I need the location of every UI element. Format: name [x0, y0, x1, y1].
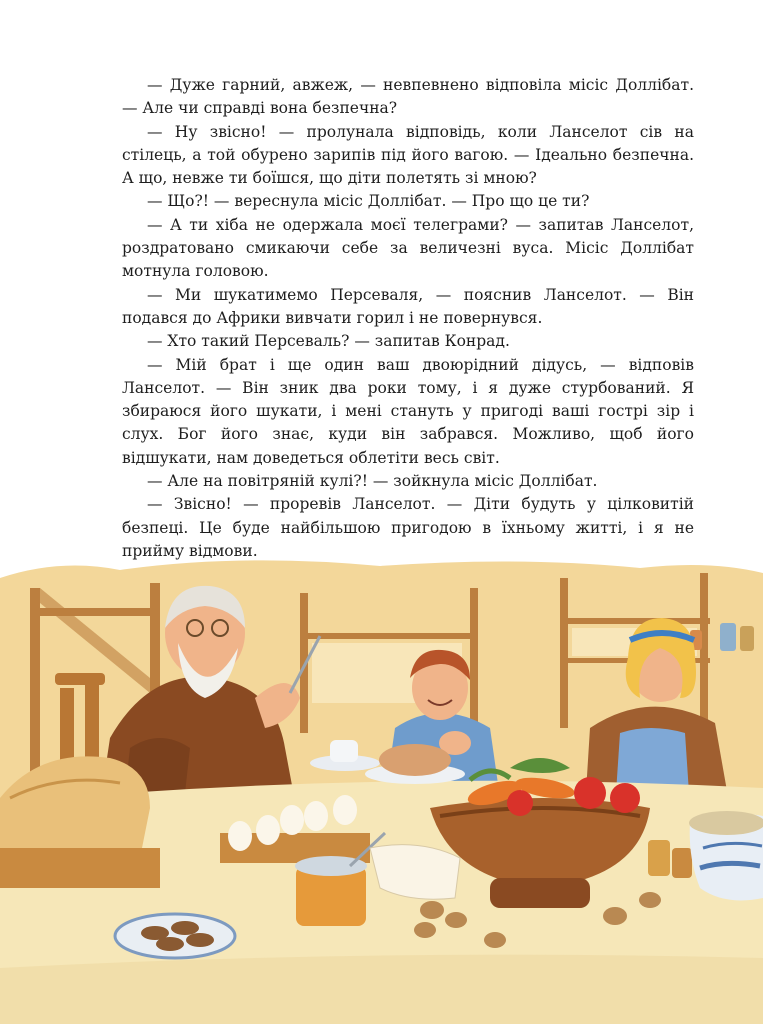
paragraph-4: — А ти хіба не одержала моєї телеграми? — запитав Ланселот, роздратовано смикаючи себе за величезні вуса. Місіс Доллібат мотнула головою.	[122, 215, 694, 281]
cookie-plate	[115, 914, 235, 958]
paragraph-2: — Ну звісно! — пролунала відповідь, коли Ланселот сів на стілець, а той обурено зарипів під його вагою. — Ідеально безпечна. А що, невже ти боїшся, що діти полетять зі мною?	[122, 122, 694, 188]
decorated-bowl	[689, 811, 763, 900]
table-shadow	[0, 955, 763, 1024]
paragraph-5: — Ми шукатимемо Персеваля, — пояснив Ланселот. — Він подався до Африки вивчати горил і не повернувся.	[122, 285, 694, 327]
paragraph-9: — Звісно! — проревів Ланселот. — Діти будуть у цілковитій безпеці. Це буде найбільшою пригодою в їхньому житті, і я не прийму відмови.	[122, 495, 694, 560]
kitchen-illustration	[0, 548, 763, 1024]
paragraph-8: — Але на повітряній кулі?! — зойкнула місіс Доллібат.	[147, 472, 598, 491]
paragraph-1: — Дуже гарний, авжеж, — невпевнено відповіла місіс Доллібат. — Але чи справді вона безпечна?	[122, 76, 694, 118]
paragraph-3: — Що?! — вереснула місіс Доллібат. — Про що це ти?	[147, 192, 590, 211]
bread-loaf	[0, 756, 160, 888]
paragraph-7: — Мій брат і ще один ваш двоюрідний дідусь, — відповів Ланселот. — Він зник два роки тому, і я дуже стурбований. Я збираюся його шукати, і мені стануть у пригоді ваші гострі зір і слух. Бог його знає, куди він забрався. Можливо, щоб його відшукати, нам доведеться облетіти весь світ.	[122, 355, 694, 467]
paragraph-6: — Хто такий Персеваль? — запитав Конрад.	[147, 332, 510, 351]
story-text	[122, 74, 694, 563]
